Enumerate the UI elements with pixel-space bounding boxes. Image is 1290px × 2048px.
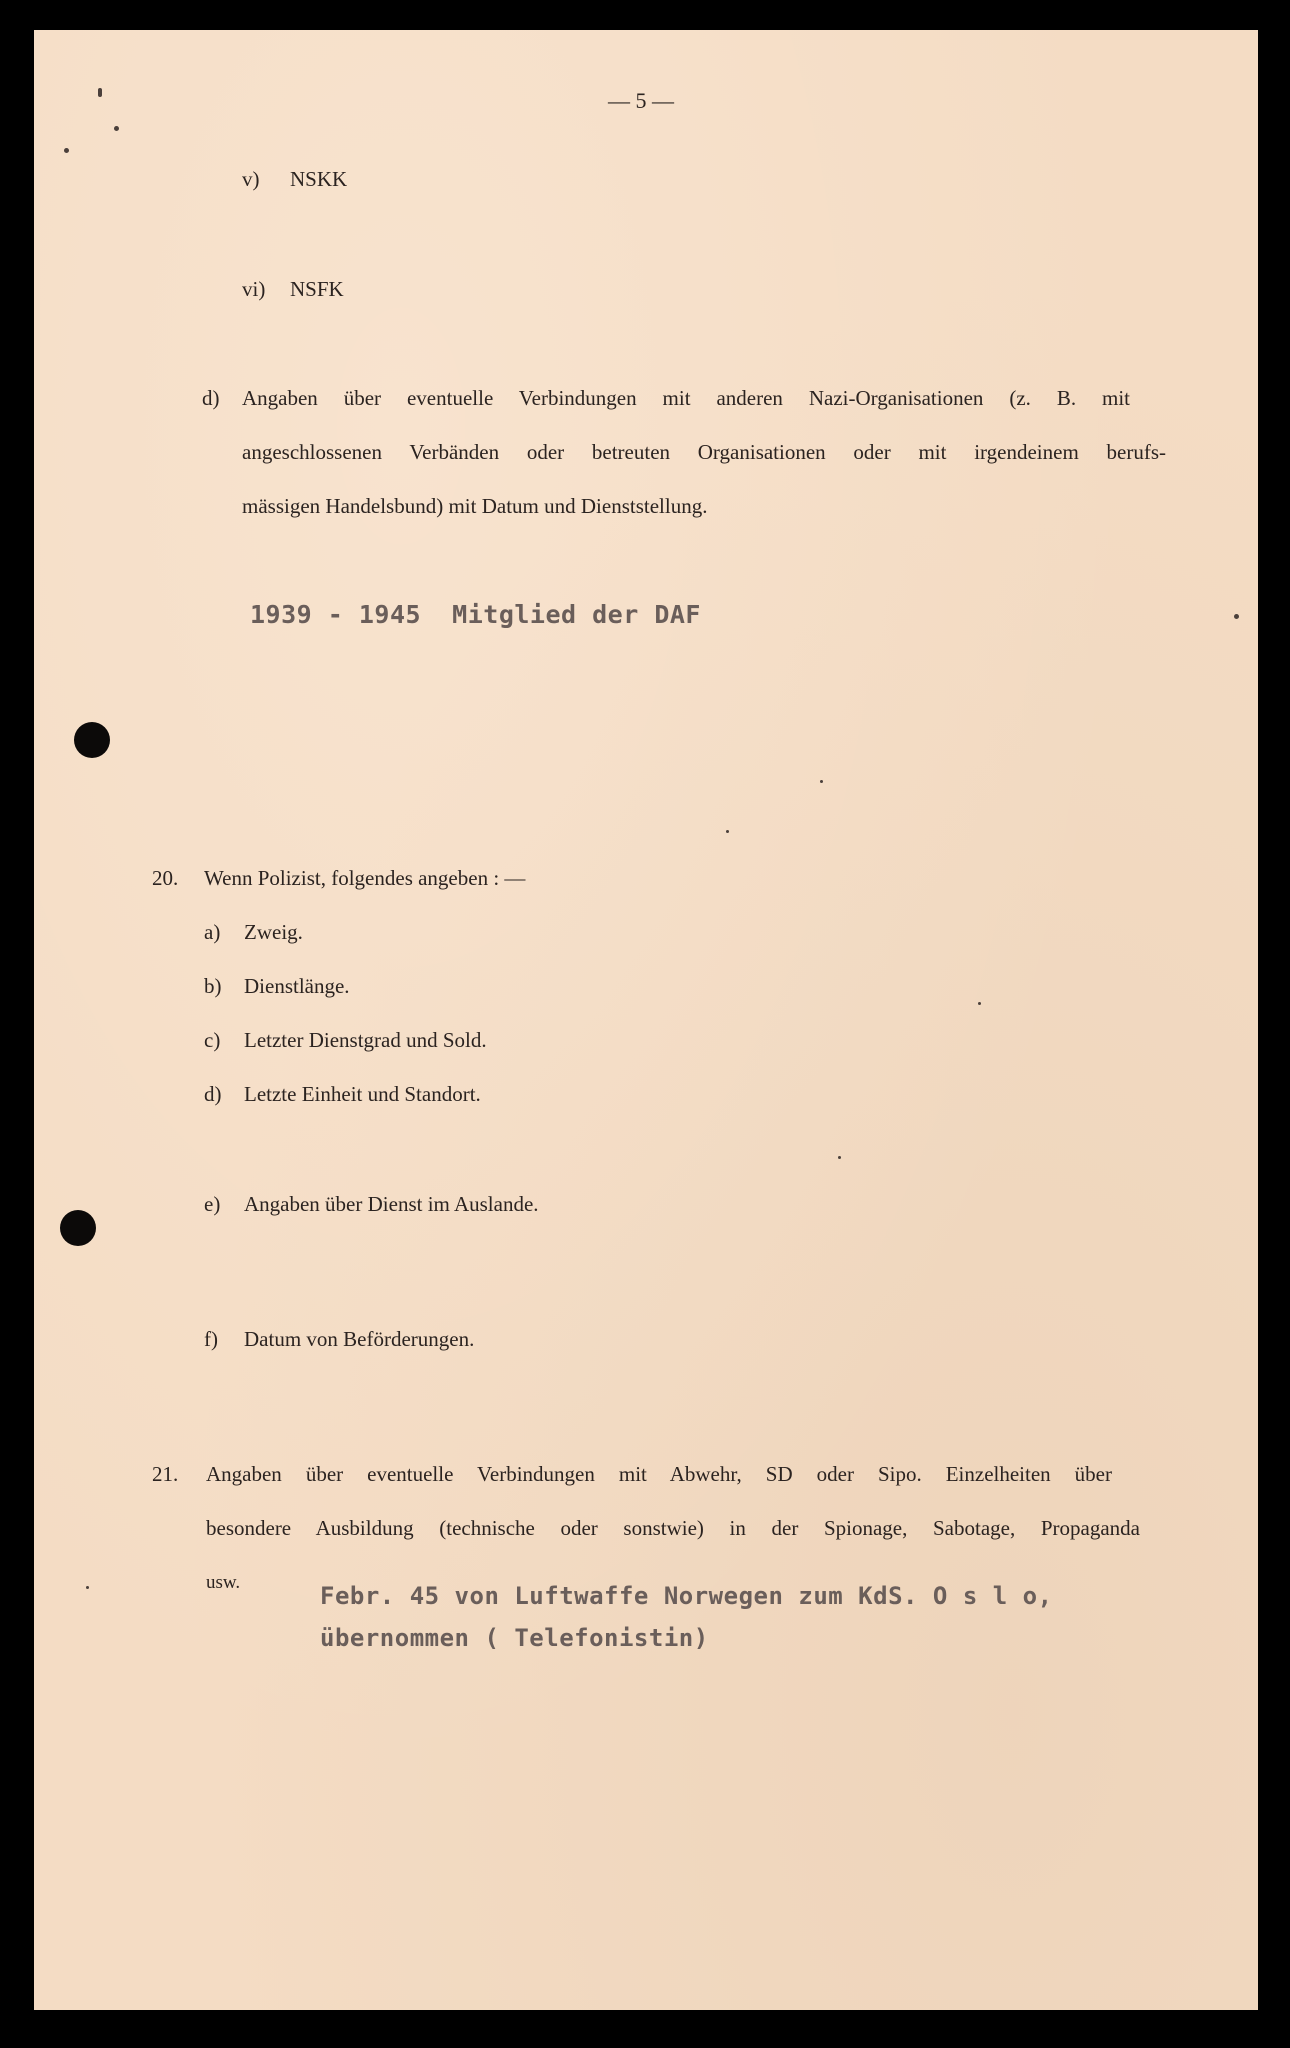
paragraph-line: Angaben über eventuelle Verbindungen mit Abwehr, SD oder Sipo. Einzelheiten über xyxy=(206,1462,1112,1486)
item-marker: v) xyxy=(242,167,260,191)
item-text: NSKK xyxy=(290,167,348,191)
typed-answer: übernommen ( Telefonistin) xyxy=(320,1624,709,1652)
paragraph-line: Angaben über eventuelle Verbindungen mit anderen Nazi-Organisationen (z. B. mit xyxy=(242,386,1130,410)
item-marker: c) xyxy=(204,1028,221,1052)
item-text: Letzte Einheit und Standort. xyxy=(244,1082,481,1106)
paragraph-line: usw. xyxy=(206,1572,241,1593)
paper-speck xyxy=(86,1586,89,1589)
paper-speck xyxy=(978,1002,981,1005)
document-page xyxy=(34,30,1258,2010)
item-text: Zweig. xyxy=(244,920,303,944)
paragraph-line: mässigen Handelsbund) mit Datum und Dienststellung. xyxy=(242,494,708,518)
typed-answer: Febr. 45 von Luftwaffe Norwegen zum KdS. O s l o, xyxy=(320,1582,1053,1610)
paper-speck xyxy=(838,1156,841,1159)
typed-answer: 1939 - 1945 Mitglied der DAF xyxy=(250,600,701,629)
item-text: Datum von Beförderungen. xyxy=(244,1327,475,1351)
item-marker: d) xyxy=(202,386,220,410)
item-marker: f) xyxy=(204,1327,218,1351)
paper-speck xyxy=(726,830,729,833)
question-heading: Wenn Polizist, folgendes angeben : — xyxy=(204,866,526,890)
page-number: — 5 — xyxy=(608,88,674,113)
paragraph-line: angeschlossenen Verbänden oder betreuten Organisationen oder mit irgendeinem berufs- xyxy=(242,440,1166,464)
paragraph-line: besondere Ausbildung (technische oder sonstwie) in der Spionage, Sabotage, Propaganda xyxy=(206,1516,1140,1540)
item-text: Dienstlänge. xyxy=(244,974,350,998)
paper-speck xyxy=(114,126,119,131)
item-marker: a) xyxy=(204,920,221,944)
item-text: Letzter Dienstgrad und Sold. xyxy=(244,1028,487,1052)
paper-speck xyxy=(98,88,102,97)
item-marker: d) xyxy=(204,1082,222,1106)
punch-hole xyxy=(60,1210,96,1246)
question-number: 21. xyxy=(152,1462,179,1486)
paper-speck xyxy=(64,148,69,153)
item-marker: vi) xyxy=(242,277,266,301)
punch-hole xyxy=(74,722,110,758)
item-marker: b) xyxy=(204,974,222,998)
paper-speck xyxy=(820,780,823,783)
paper-speck xyxy=(1234,614,1239,619)
question-number: 20. xyxy=(152,866,179,890)
item-text: NSFK xyxy=(290,277,344,301)
item-marker: e) xyxy=(204,1192,221,1216)
item-text: Angaben über Dienst im Auslande. xyxy=(244,1192,539,1216)
